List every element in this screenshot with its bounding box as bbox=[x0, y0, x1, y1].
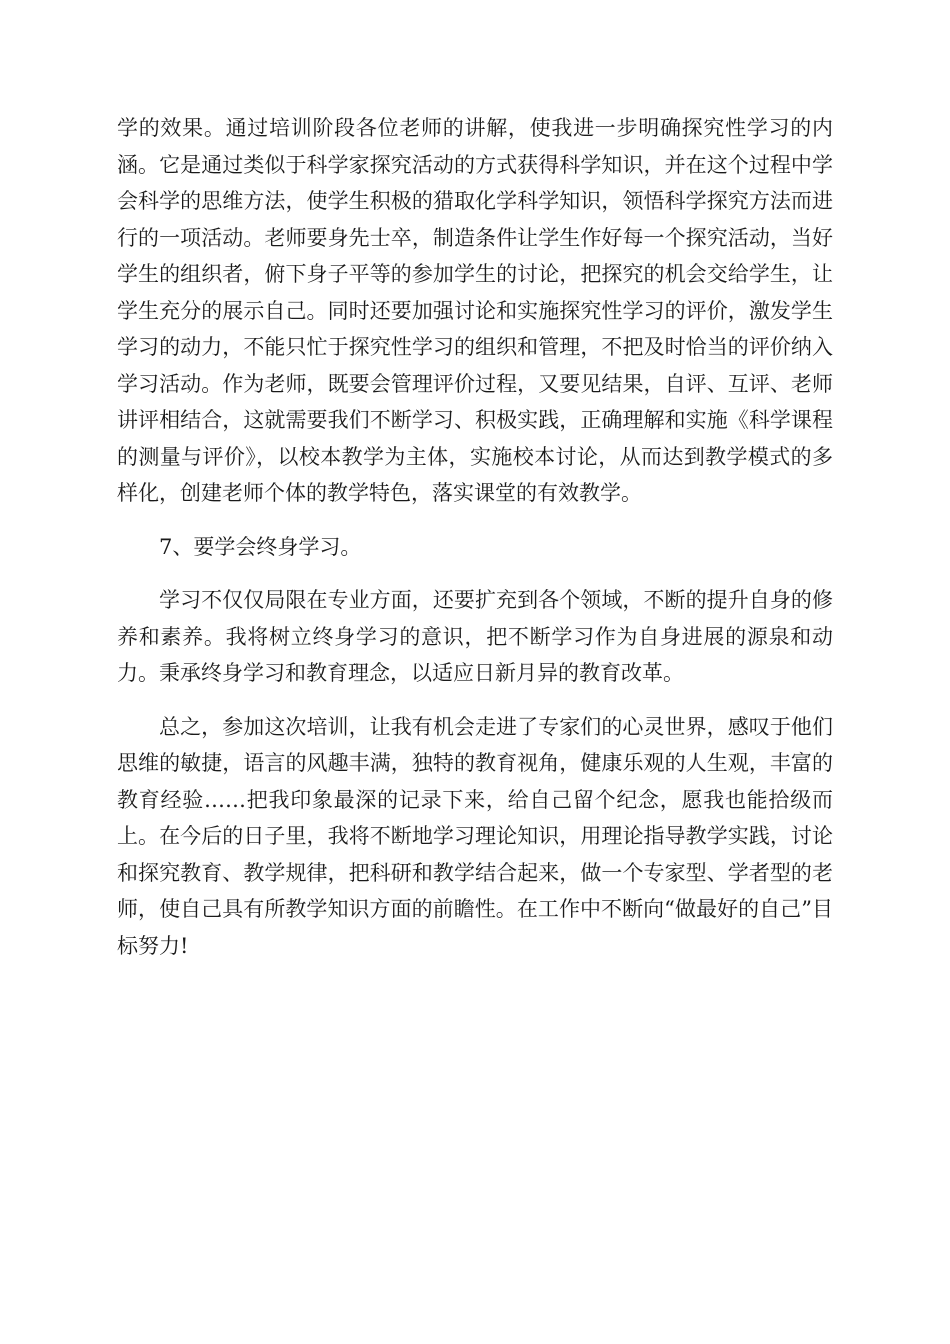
paragraph-conclusion: 总之，参加这次培训，让我有机会走进了专家们的心灵世界，感叹于他们思维的敏捷，语言的风趣丰满，独特的教育视角，健康乐观的人生观，丰富的教育经验……把我印象最深的记录下来，给自己留个纪念，愿我也能拾级而上。在今后的日子里，我将不断地学习理论知识，用理论指导教学实践，讨论和探究教育、教学规律，把科研和教学结合起来，做一个专家型、学者型的老师，使自己具有所教学知识方面的前瞻性。在工作中不断向“做最好的自己”目标努力! bbox=[117, 714, 833, 958]
document-body bbox=[117, 110, 833, 981]
paragraph-continued: 学的效果。通过培训阶段各位老师的讲解，使我进一步明确探究性学习的内涵。它是通过类似于科学家探究活动的方式获得科学知识，并在这个过程中学会科学的思维方法，使学生积极的猎取化学科学知识，领悟科学探究方法而进行的一项活动。老师要身先士卒，制造条件让学生作好每一个探究活动，当好学生的组织者，俯下身子平等的参加学生的讨论，把探究的机会交给学生，让学生充分的展示自己。同时还要加强讨论和实施探究性学习的评价，激发学生学习的动力，不能只忙于探究性学习的组织和管理，不把及时恰当的评价纳入学习活动。作为老师，既要会管理评价过程，又要见结果，自评、互评、老师讲评相结合，这就需要我们不断学习、积极实践，正确理解和实施《科学课程的测量与评价》，以校本教学为主体，实施校本讨论，从而达到教学模式的多样化，创建老师个体的教学特色，落实课堂的有效教学。 bbox=[117, 116, 833, 505]
paragraph: 学习不仅仅局限在专业方面，还要扩充到各个领域，不断的提升自身的修养和素养。我将树立终身学习的意识，把不断学习作为自身进展的源泉和动力。秉承终身学习和教育理念，以适应日新月异的教育改革。 bbox=[117, 588, 833, 685]
section-heading: 7、要学会终身学习。 bbox=[159, 534, 362, 559]
